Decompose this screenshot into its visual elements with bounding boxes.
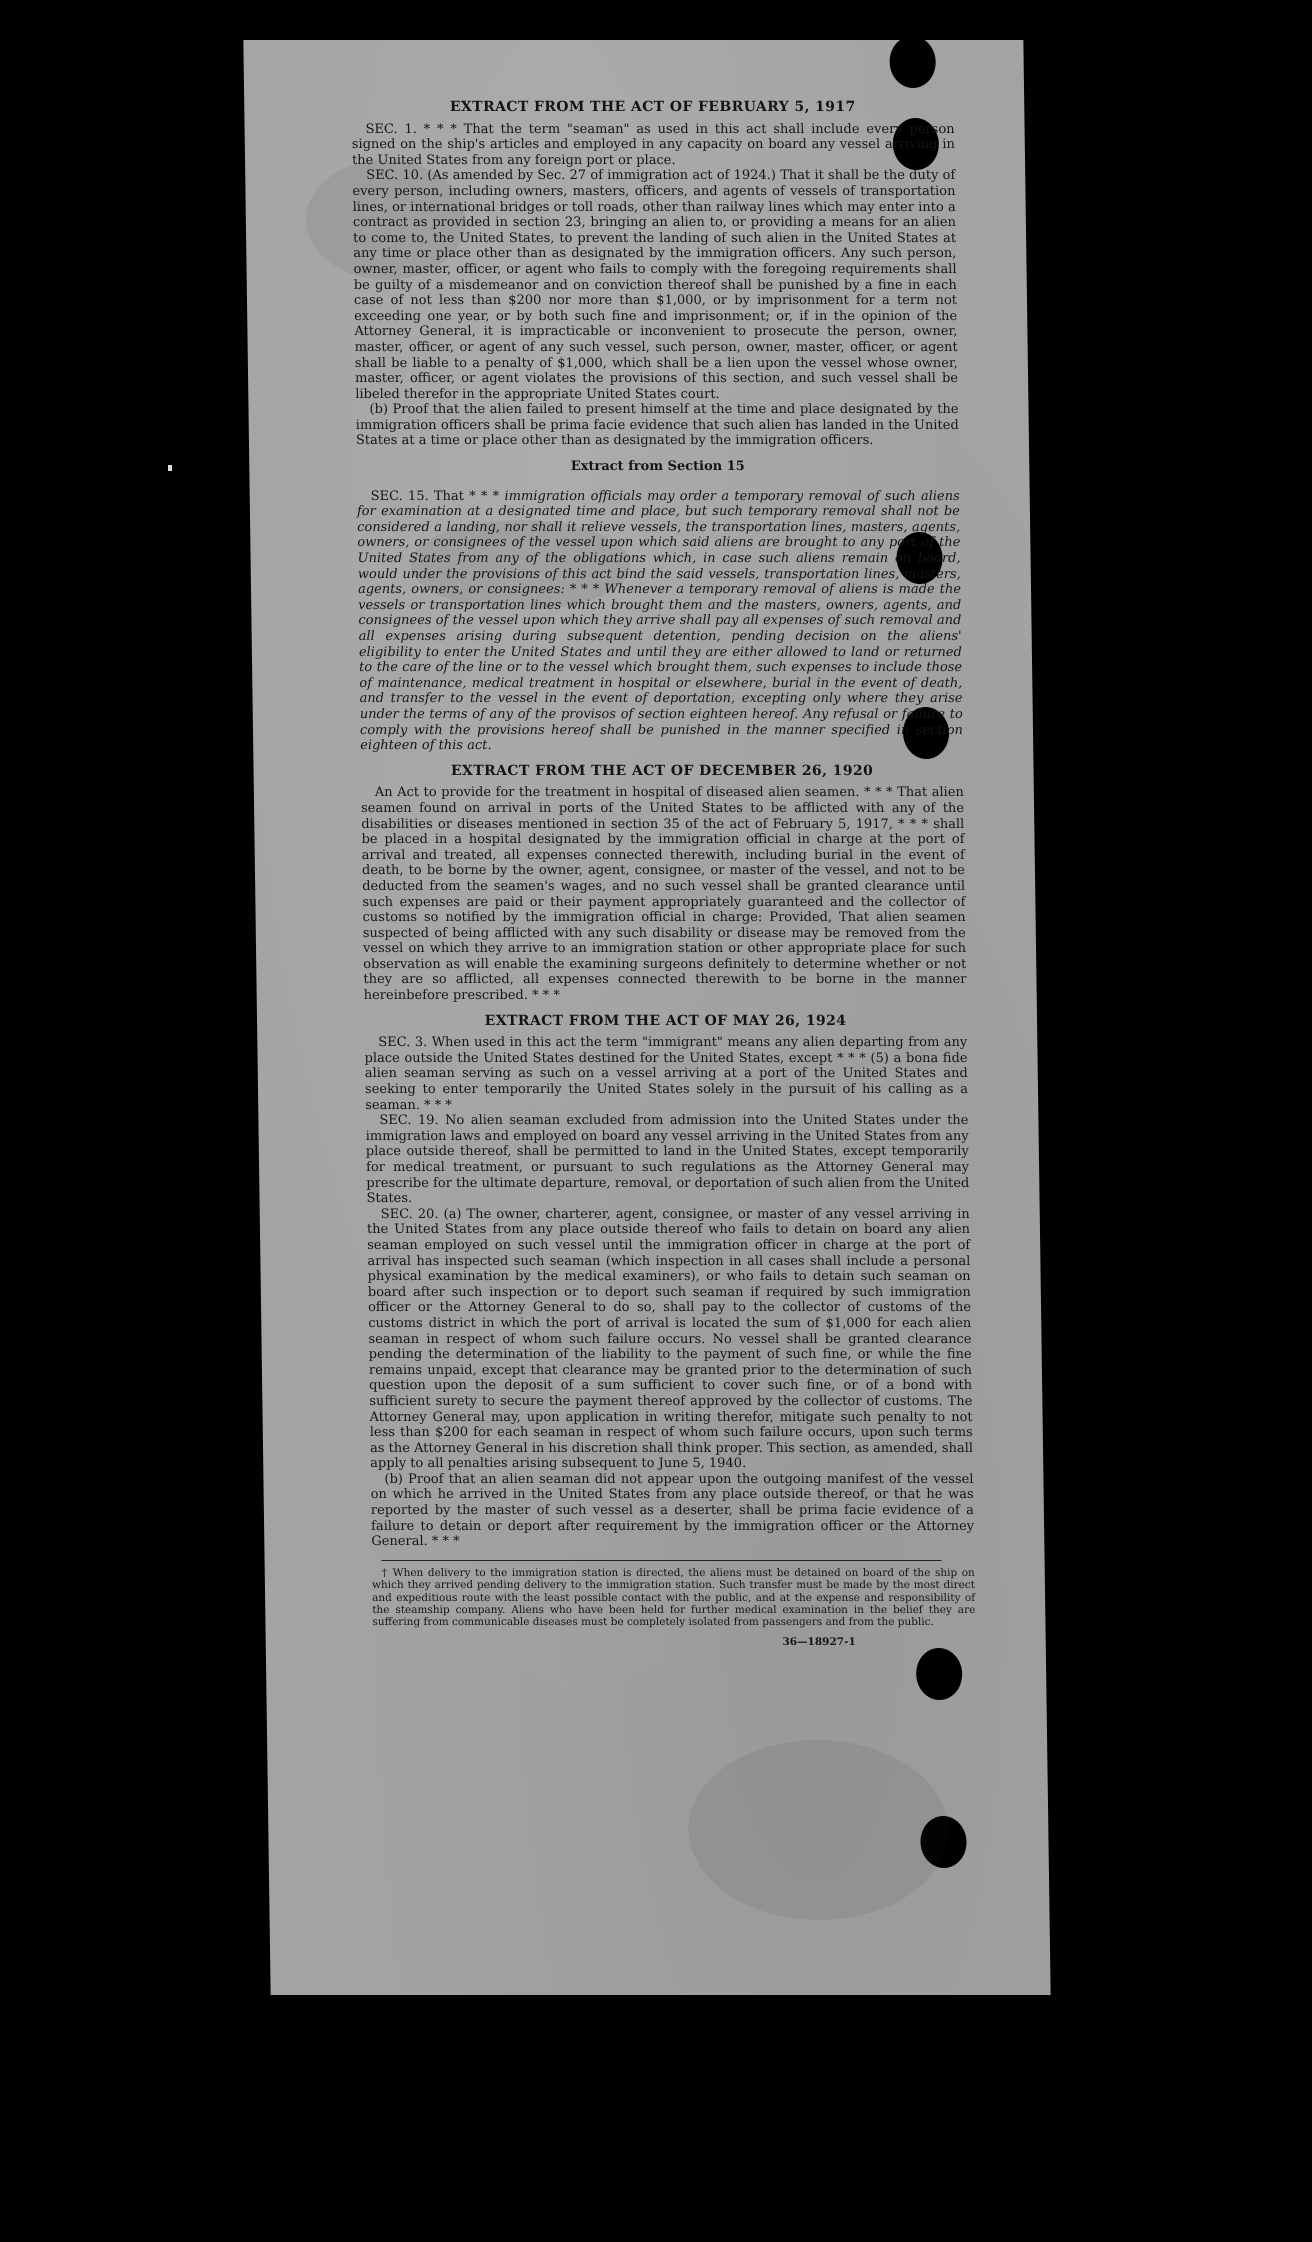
sec-19-paragraph: SEC. 19. No alien seaman excluded from admission into the United States under the immigration laws and employed on board any vessel arriving in the United States from any place outside thereof, shall be permitted to land in the United States, except temporarily for medical treatment, or pursuant to such regulations as the Attorney General may prescribe for the ultimate departure, removal, or deportation of such alien from the United States. <box>365 1113 970 1207</box>
punch-hole <box>916 1648 963 1700</box>
footnote-divider <box>382 1560 942 1561</box>
sec-1-paragraph: SEC. 1. * * * That the term "seaman" as used in this act shall include every person signed on the ship's articles and employed in any capacity on board any vessel arriving in the United States from any foreign port or place. <box>351 121 955 168</box>
section-body <box>351 122 959 449</box>
form-number: 36—18927-1 <box>782 1635 856 1648</box>
sec-15-body: immigration officials may order a temporary removal of such aliens for examination at a designated time and place, but such temporary removal shall not be considered a landing, nor shall it relieve vessels, the transportation lines, masters, agents, owners, or consignees of the vessel upon which said aliens are brought to any port of the United States from any of the obligations which, in case such aliens remain on board, would under the provisions of this act bind the said vessels, transportation lines, masters, agents, owners, or consignees: * * * Whenever a temporary removal of aliens is made the vessels or transportation lines which brought them and the masters, owners, agents, and consignees of the vessel upon which they arrive shall pay all expenses of such removal and all expenses arising during subsequent detention, pending decision on the aliens' eligibility to enter the United States and until they are either allowed to land or returned to the care of the line or to the vessel which brought them, such expenses to include those of maintenance, medical treatment in hospital or elsewhere, burial in the event of death, and transfer to the vessel in the event of deportation, excepting only where they arise under the terms of any of the provisos of section eighteen hereof. Any refusal or failure to comply with the provisions hereof shall be punished in the manner specified in section eighteen of this act. <box>356 488 964 754</box>
act-1920-paragraph: An Act to provide for the treatment in hospital of diseased alien seamen. * * * That alien seamen found on arrival in ports of the United States to be afflicted with any of the disabilities or diseases mentioned in section 35 of the act of February 5, 1917, * * * shall be placed in a hospital designated by the immigration official in charge at the port of arrival and treated, all expenses connected therewith, including burial in the event of death, to be borne by the owner, agent, consignee, or master of the vessel, and not to be deducted from the seamen's wages, and no such vessel shall be granted clearance until such expenses are paid or their payment appropriately guaranteed and the collector of customs so notified by the immigration official in charge: Provided, That alien seamen suspected of being afflicted with any such disability or disease may be removed from the vessel on which they arrive to an immigration station or other appropriate place for such observation as will enable the examining surgeons definitely to determine whether or not they are so afflicted, all expenses connected therewith to be borne in the manner hereinbefore prescribed. * * * <box>360 785 967 1004</box>
sec-15-paragraph <box>357 489 964 754</box>
stamp-smudge <box>687 1740 950 1920</box>
section-body <box>361 785 967 1003</box>
scan-mark <box>168 465 172 471</box>
sec-3-paragraph: SEC. 3. When used in this act the term "immigrant" means any alien departing from any place outside the United States destined for the United States, except * * * (5) a bona fide alien seaman serving as such on a vessel arriving at a port of the United States and seeking to enter temporarily the United States solely in the pursuit of his calling as a seaman. * * * <box>364 1035 969 1113</box>
sec-20b-paragraph: (b) Proof that an alien seaman did not appear upon the outgoing manifest of the vessel on which he arrived in the United States from any place outside thereof, or that he was reported by the master of such vessel as a deserter, shall be prima facie evidence of a failure to detain or deport after requirement by the immigration officer or the Attorney General. * * * <box>370 1471 975 1550</box>
document-text <box>351 100 976 1650</box>
footnote: † When delivery to the immigration station is directed, the aliens must be detained on board of the ship on which they arrived pending delivery to the immigration station. Such transfer must be made by the most direct and expeditious route with the least possible contact with the public, and at the expense and responsibility of the steamship company. Aliens who have been held for further medical examination in the belief they are suffering from communicable diseases must be completely isolated from passengers and from the public. <box>371 1566 976 1629</box>
section-heading: EXTRACT FROM THE ACT OF DECEMBER 26, 1920 <box>450 762 874 779</box>
sec-10-paragraph: SEC. 10. (As amended by Sec. 27 of immigration act of 1924.) That it shall be the duty of every person, including owners, masters, officers, and agents of vessels of transportation lines, or international bridges or toll roads, other than railway lines which may enter into a contract as provided in section 23, bringing an alien to, or providing a means for an alien to come to, the United States, to prevent the landing of such alien in the United States at any time or place other than as designated by the immigration officers. Any such person, owner, master, officer, or agent who fails to comply with the foregoing requirements shall be guilty of a misdemeanor and on conviction thereof shall be punished by a fine in each case of not less than $200 nor more than $1,000, or by imprisonment for a term not exceeding one year, or by both such fine and imprisonment; or, if in the opinion of the Attorney General, it is impracticable or inconvenient to prosecute the person, owner, master, officer, or agent of any such vessel, such person, owner, master, officer, or agent shall be liable to a penalty of $1,000, which shall be a lien upon the vessel whose owner, master, officer, or agent violates the provisions of this section, and such vessel shall be libeled therefor in the appropriate United States court. <box>352 168 959 402</box>
document-page <box>243 40 1050 1995</box>
sec-10b-paragraph: (b) Proof that the alien failed to present himself at the time and place designated by the immigration officers shall be prima facie evidence that such alien has landed in the United States at a time or place other than as designated by the immigration officers. <box>355 402 959 449</box>
sec-15-lead: SEC. 15. That * * * <box>370 488 500 504</box>
section-body <box>357 489 964 754</box>
section-heading: Extract from Section 15 <box>570 459 745 475</box>
sec-20a-paragraph: SEC. 20. (a) The owner, charterer, agent, consignee, or master of any vessel arriving in the United States from any place outside thereof who fails to detain on board any alien seaman employed on such vessel until the immigration officer in charge at the port of arrival has inspected such seaman (which inspection in all cases shall include a personal physical examination by the medical examiners), or who fails to detain such seaman on board after such inspection or to deport such seaman if required by such immigration officer or the Attorney General to do so, shall pay to the collector of customs of the customs district in which the port of arrival is located the sum of $1,000 for each alien seaman in respect of whom such failure occurs. No vessel shall be granted clearance pending the determination of the liability to the payment of such fine, or while the fine remains unpaid, except that clearance may be granted prior to the determination of such question upon the deposit of a sum sufficient to cover such fine, or of a bond with sufficient surety to secure the payment thereof approved by the collector of customs. The Attorney General may, upon application in writing therefor, mitigate such penalty to not less than $200 for each seaman in respect of whom such failure occurs, upon such terms as the Attorney General in his discretion shall think proper. This section, as amended, shall apply to all penalties arising subsequent to June 5, 1940. <box>366 1206 974 1472</box>
section-heading: EXTRACT FROM THE ACT OF MAY 26, 1924 <box>484 1012 847 1029</box>
punch-hole <box>889 36 936 88</box>
section-body <box>364 1035 974 1550</box>
section-heading: EXTRACT FROM THE ACT OF FEBRUARY 5, 1917 <box>449 99 856 115</box>
